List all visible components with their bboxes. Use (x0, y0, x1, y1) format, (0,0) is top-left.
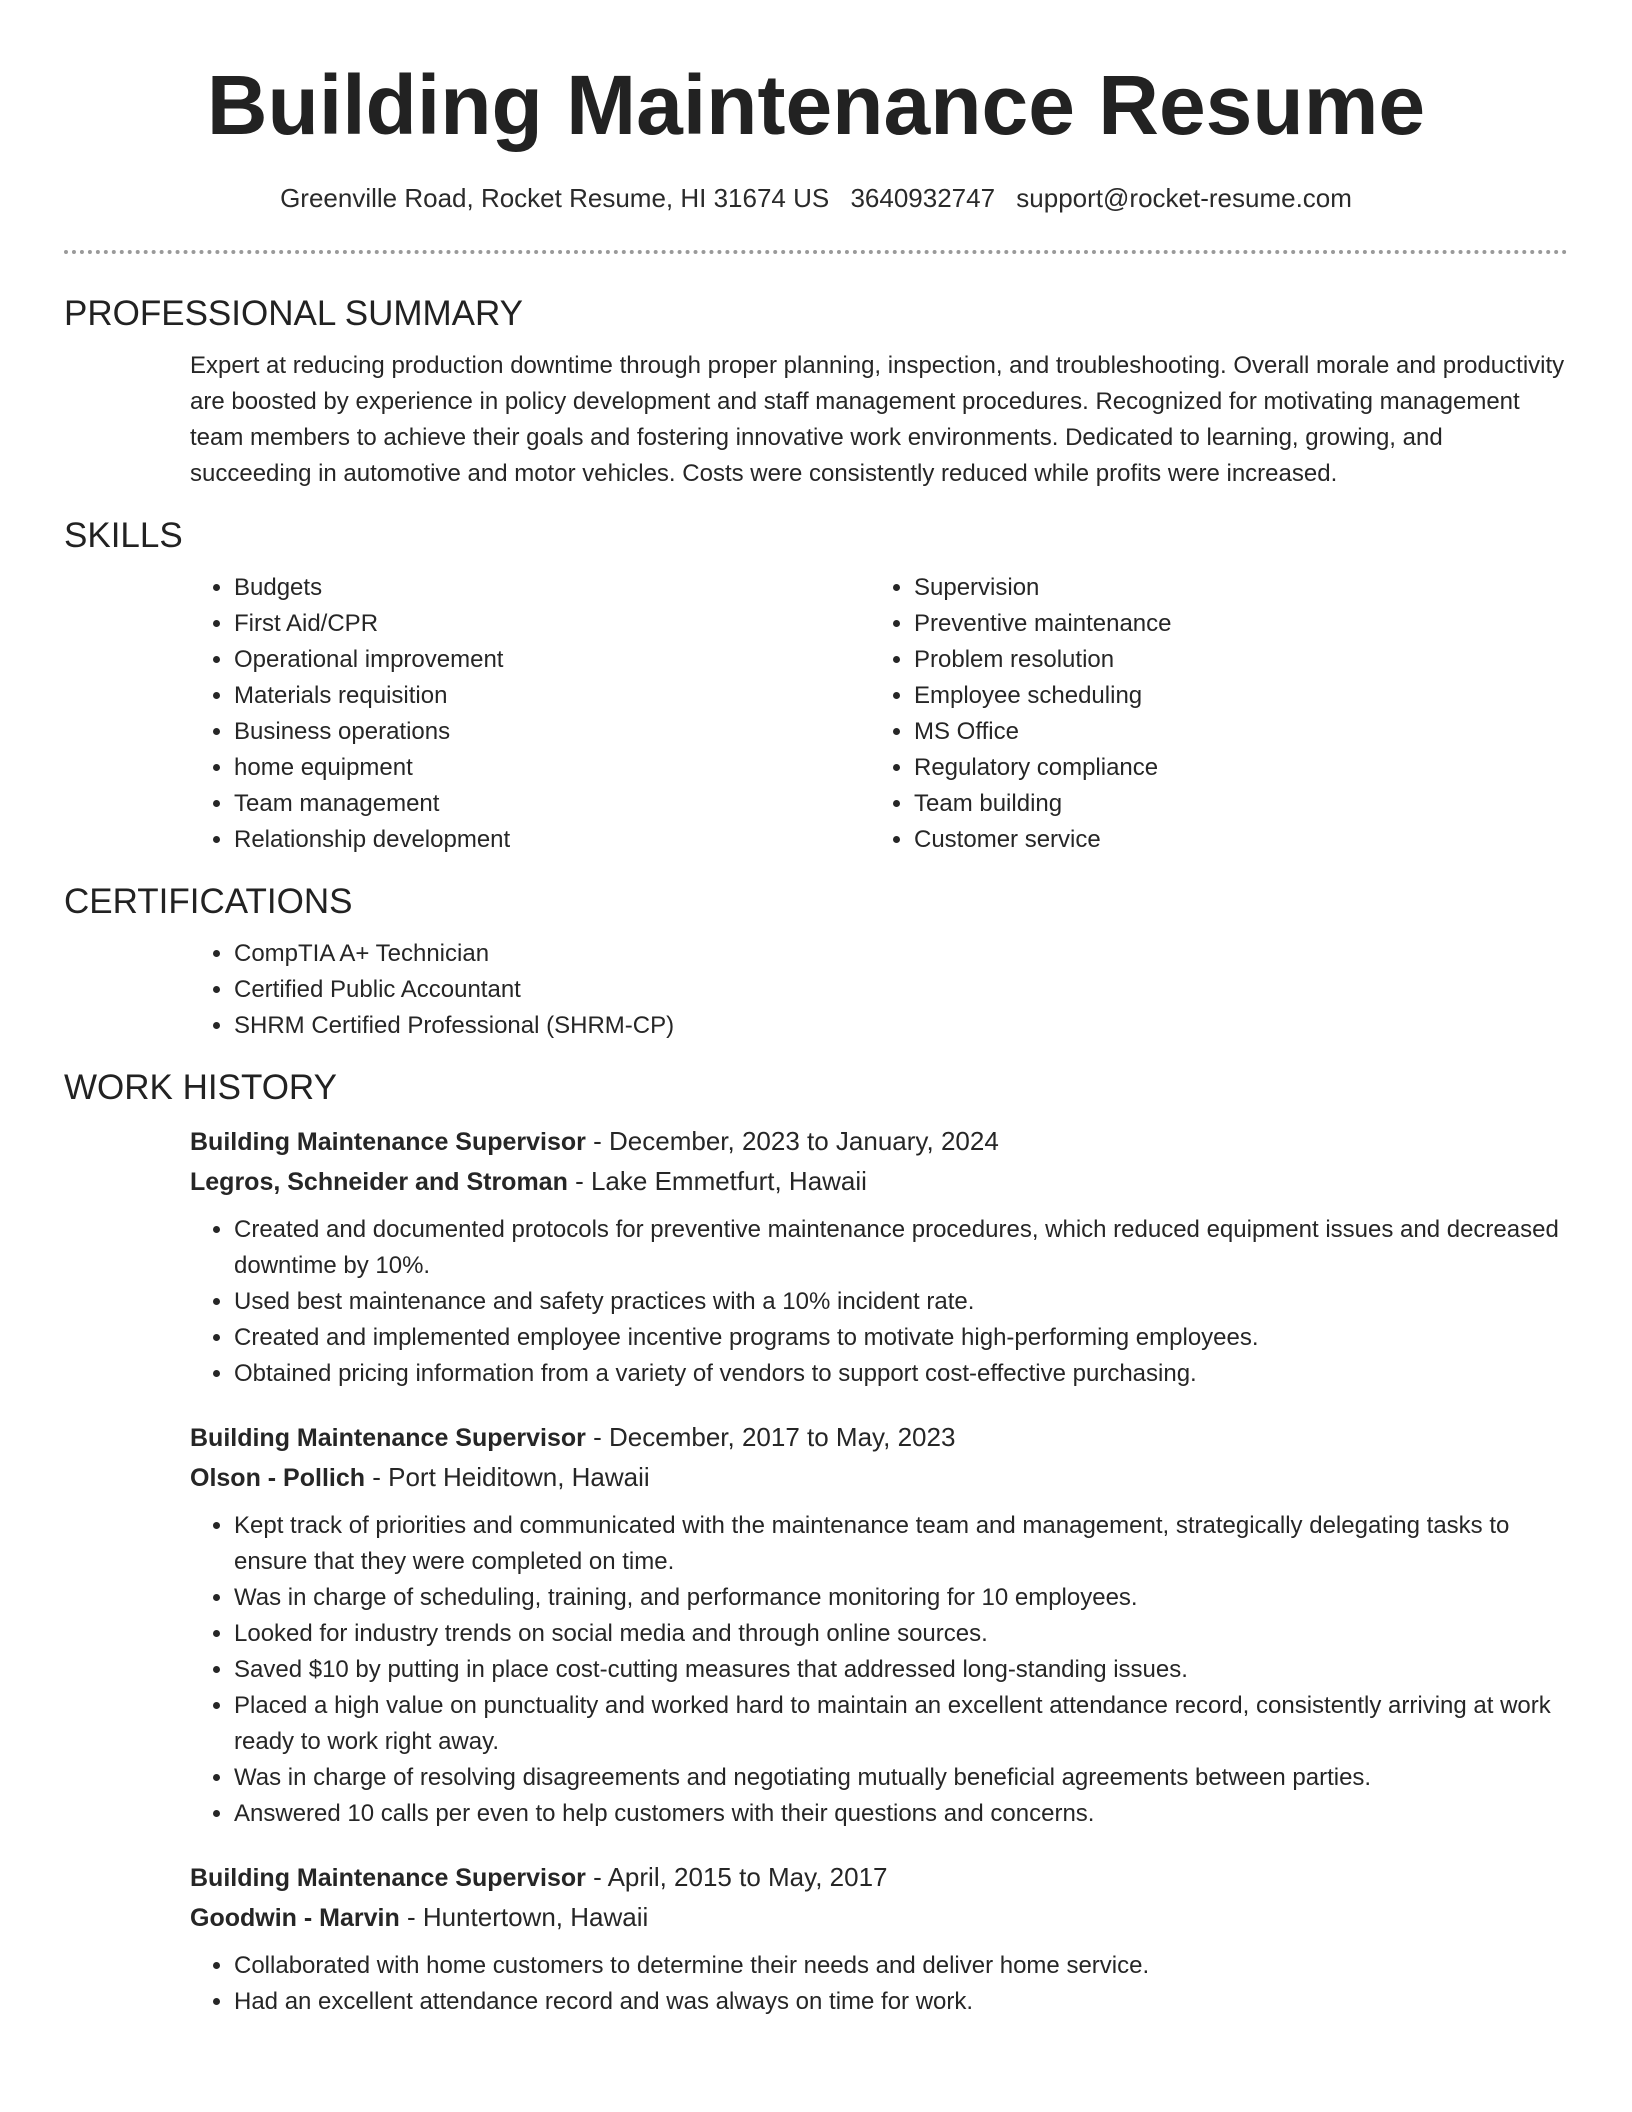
skill-item: • MS Office (914, 714, 1550, 750)
job-bullet: • Kept track of priorities and communicated with the maintenance team and management, strategically delegating tasks to ensure that they were completed on time. (234, 1508, 1568, 1580)
resume-name: Building Maintenance Resume (206, 58, 1426, 152)
certification-item: • Certified Public Accountant (234, 972, 1568, 1008)
contact-phone: 3640932747 (850, 183, 996, 213)
job-bullet: • Answered 10 calls per even to help customers with their questions and concerns. (234, 1796, 1568, 1832)
skills-column-right (870, 570, 1550, 858)
job-company: Goodwin - Marvin (190, 1904, 400, 1932)
skill-item: • Problem resolution (914, 642, 1550, 678)
skill-item: • Employee scheduling (914, 678, 1550, 714)
certifications-list (190, 936, 1568, 1044)
job-title-line (190, 1418, 1568, 1458)
summary-text: Expert at reducing production downtime through proper planning, inspection, and troubleshooting. Overall morale and productivity are boosted by experience in policy development and staff management procedures. Recognized for motivating management team members to achieve their goals and fostering innovative work environments. Dedicated to learning, growing, and succeeding in automotive and motor vehicles. Costs were consistently reduced while profits were increased. (190, 352, 1565, 487)
job-title-line (190, 1122, 1568, 1162)
skill-item: • Preventive maintenance (914, 606, 1550, 642)
job-location: - Lake Emmetfurt, Hawaii (567, 1166, 867, 1196)
skill-item: • Supervision (914, 570, 1550, 606)
summary-heading: PROFESSIONAL SUMMARY (64, 294, 523, 333)
skill-item: • Regulatory compliance (914, 750, 1550, 786)
job-bullet: • Saved $10 by putting in place cost-cutting measures that addressed long-standing issues. (234, 1652, 1568, 1688)
job-bullet: • Was in charge of scheduling, training, and performance monitoring for 10 employees. (234, 1580, 1568, 1616)
job-company-line (190, 1458, 1568, 1498)
job-dates: - April, 2015 to May, 2017 (585, 1862, 888, 1892)
job-title: Building Maintenance Supervisor (190, 1864, 586, 1892)
skills-list (190, 570, 1568, 858)
skill-item: • Team management (234, 786, 870, 822)
job-bullet: • Obtained pricing information from a variety of vendors to support cost-effective purchasing. (234, 1356, 1568, 1392)
job-bullet: • Created and documented protocols for preventive maintenance procedures, which reduced equipment issues and decreased downtime by 10%. (234, 1212, 1568, 1284)
skills-heading: SKILLS (64, 516, 183, 555)
job-company-line (190, 1898, 1568, 1938)
skills-column-left (190, 570, 870, 858)
resume-content (64, 292, 1568, 2020)
job-dates: - December, 2017 to May, 2023 (585, 1422, 956, 1452)
job-bullet: • Looked for industry trends on social media and through online sources. (234, 1616, 1568, 1652)
job-bullet: • Placed a high value on punctuality and worked hard to maintain an excellent attendance record, consistently arriving at work ready to work right away. (234, 1688, 1568, 1760)
header-divider (64, 250, 1568, 254)
certification-item: • CompTIA A+ Technician (234, 936, 1568, 972)
job-bullet: • Created and implemented employee incentive programs to motivate high-performing employees. (234, 1320, 1568, 1356)
job-company: Olson - Pollich (190, 1464, 366, 1492)
skill-item: • Materials requisition (234, 678, 870, 714)
job-title-line (190, 1858, 1568, 1898)
job-company-line (190, 1162, 1568, 1202)
job-title: Building Maintenance Supervisor (190, 1128, 586, 1156)
job-dates: - December, 2023 to January, 2024 (585, 1126, 999, 1156)
skill-item: • Operational improvement (234, 642, 870, 678)
skill-item: • home equipment (234, 750, 870, 786)
skill-item: • Business operations (234, 714, 870, 750)
skill-item: • Team building (914, 786, 1550, 822)
skill-item: • Relationship development (234, 822, 870, 858)
job-location: - Port Heiditown, Hawaii (365, 1462, 650, 1492)
job-location: - Huntertown, Hawaii (399, 1902, 649, 1932)
skill-item: • First Aid/CPR (234, 606, 870, 642)
contact-line (0, 180, 1632, 216)
job-entry (190, 1122, 1568, 1392)
job-entry (190, 1858, 1568, 2020)
certification-item: • SHRM Certified Professional (SHRM-CP) (234, 1008, 1568, 1044)
job-bullet: • Collaborated with home customers to determine their needs and deliver home service. (234, 1948, 1568, 1984)
job-company: Legros, Schneider and Stroman (190, 1168, 568, 1196)
work-history-heading: WORK HISTORY (64, 1068, 337, 1107)
job-title: Building Maintenance Supervisor (190, 1424, 586, 1452)
contact-address: Greenville Road, Rocket Resume, HI 31674 US (280, 183, 830, 213)
skill-item: • Budgets (234, 570, 870, 606)
job-bullet: • Used best maintenance and safety practices with a 10% incident rate. (234, 1284, 1568, 1320)
contact-email: support@rocket-resume.com (1016, 183, 1352, 213)
certifications-heading: CERTIFICATIONS (64, 882, 353, 921)
job-bullet: • Had an excellent attendance record and was always on time for work. (234, 1984, 1568, 2020)
job-bullet: • Was in charge of resolving disagreements and negotiating mutually beneficial agreements between parties. (234, 1760, 1568, 1796)
skill-item: • Customer service (914, 822, 1550, 858)
job-entry (190, 1418, 1568, 1832)
